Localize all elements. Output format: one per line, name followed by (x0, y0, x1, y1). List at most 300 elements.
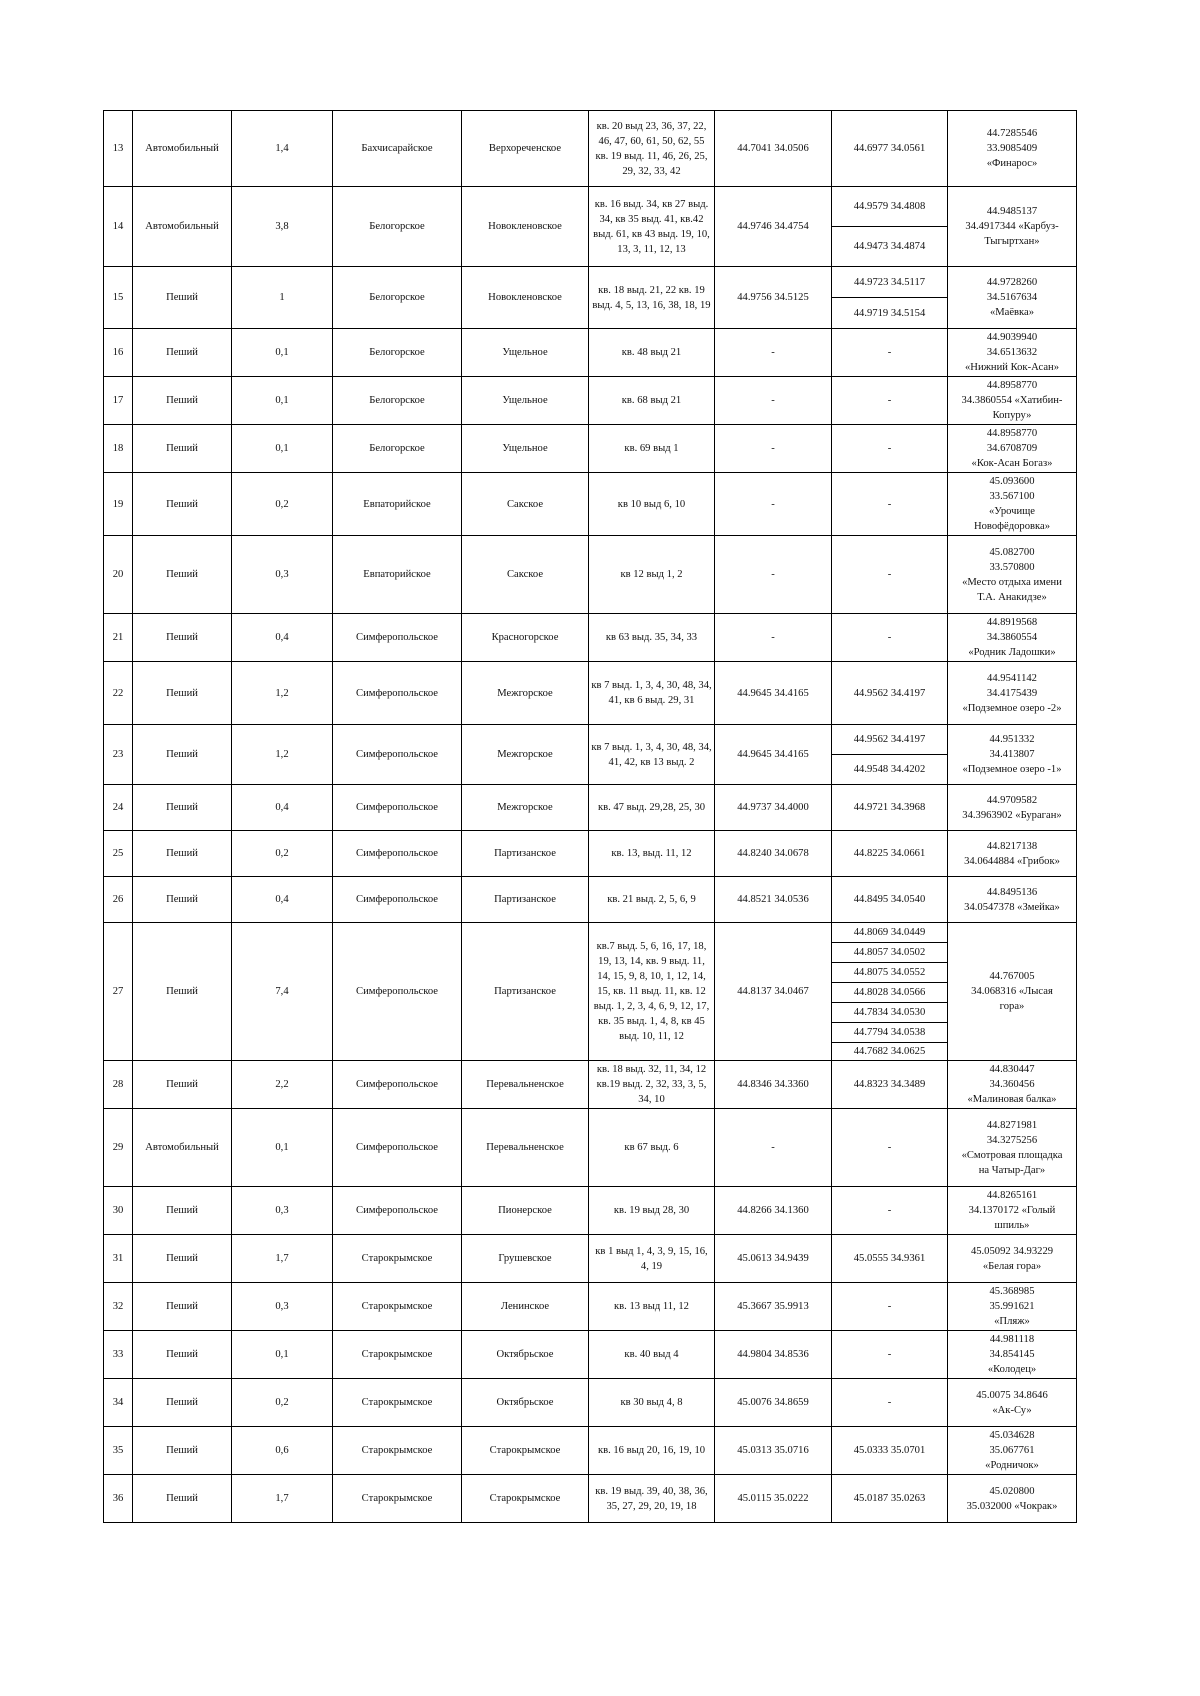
table-row (104, 111, 1077, 187)
point-of-interest-line: 34.360456 (989, 1079, 1035, 1090)
cell-route-type: Пеший (133, 831, 232, 877)
point-of-interest-line: 44.767005 (989, 971, 1035, 982)
cell-route-type: Пеший (133, 1379, 232, 1427)
cell-district-forestry: Октябрьское (462, 1331, 589, 1379)
cell-district-forestry: Грушевское (462, 1235, 589, 1283)
cell-end-coordinates: 44.8075 34.0552 (832, 963, 948, 983)
cell-end-coordinates: 44.9579 34.4808 (832, 187, 948, 227)
cell-start-coordinates: 45.0313 35.0716 (715, 1427, 832, 1475)
table-row (104, 614, 1077, 662)
cell-end-coordinates: 44.8495 34.0540 (832, 877, 948, 923)
cell-end-coordinates: 44.9723 34.5117 (832, 267, 948, 298)
point-of-interest-line: 44.8958770 (986, 380, 1038, 391)
cell-district-forestry: Перевальненское (462, 1061, 589, 1109)
cell-quarters: кв 10 выд 6, 10 (589, 473, 715, 536)
cell-length-km: 2,2 (232, 1061, 333, 1109)
cell-end-coordinates: - (832, 473, 948, 536)
cell-route-type: Пеший (133, 785, 232, 831)
point-of-interest-line: на Чатыр-Даг» (978, 1164, 1046, 1176)
cell-forestry: Старокрымское (333, 1379, 462, 1427)
table-row (104, 877, 1077, 923)
cell-forestry: Белогорское (333, 267, 462, 329)
point-of-interest-line: 34.3860554 (986, 632, 1038, 643)
cell-district-forestry: Партизанское (462, 923, 589, 1061)
cell-district-forestry: Партизанское (462, 831, 589, 877)
table-row (104, 725, 1077, 755)
cell-point-of-interest (948, 377, 1077, 425)
point-of-interest-line: 33.570800 (989, 561, 1035, 573)
cell-end-coordinates: 44.7794 34.0538 (832, 1023, 948, 1043)
cell-start-coordinates: - (715, 473, 832, 536)
cell-row-number: 27 (104, 923, 133, 1061)
cell-point-of-interest (948, 473, 1077, 536)
cell-row-number: 21 (104, 614, 133, 662)
cell-forestry: Старокрымское (333, 1427, 462, 1475)
table-row (104, 662, 1077, 725)
cell-point-of-interest (948, 614, 1077, 662)
cell-forestry: Симферопольское (333, 831, 462, 877)
point-of-interest-line: 35.032000 «Чокрак» (966, 1500, 1058, 1512)
cell-start-coordinates: 44.8240 34.0678 (715, 831, 832, 877)
point-of-interest-line: 45.0075 34.8646 (976, 1389, 1048, 1401)
point-of-interest-line: «Малиновая балка» (967, 1094, 1057, 1105)
cell-quarters: кв. 13, выд. 11, 12 (589, 831, 715, 877)
point-of-interest-line: 34.0644884 «Грибок» (964, 855, 1060, 867)
cell-route-type: Пеший (133, 1235, 232, 1283)
table-row (104, 425, 1077, 473)
cell-length-km: 1,2 (232, 662, 333, 725)
cell-quarters: кв 7 выд. 1, 3, 4, 30, 48, 34, 41, 42, кв 13 выд. 2 (589, 725, 715, 785)
point-of-interest-line: «Финарос» (986, 158, 1038, 169)
point-of-interest-line: 34.3860554 «Хатибин- (961, 395, 1063, 406)
cell-forestry: Старокрымское (333, 1331, 462, 1379)
cell-point-of-interest (948, 425, 1077, 473)
cell-forestry: Евпаторийское (333, 473, 462, 536)
cell-route-type: Пеший (133, 425, 232, 473)
cell-row-number: 20 (104, 536, 133, 614)
cell-length-km: 3,8 (232, 187, 333, 267)
cell-quarters: кв 7 выд. 1, 3, 4, 30, 48, 34, 41, кв 6 выд. 29, 31 (589, 662, 715, 725)
cell-end-coordinates: 44.8323 34.3489 (832, 1061, 948, 1109)
point-of-interest-line: 34.5167634 (986, 292, 1038, 303)
cell-start-coordinates: - (715, 536, 832, 614)
cell-length-km: 0,1 (232, 425, 333, 473)
point-of-interest-line: 44.8265161 (986, 1190, 1038, 1201)
cell-quarters: кв. 19 выд 28, 30 (589, 1187, 715, 1235)
cell-point-of-interest (948, 1235, 1077, 1283)
cell-start-coordinates: 44.8346 34.3360 (715, 1061, 832, 1109)
point-of-interest-line: «Место отдыха имени (962, 576, 1062, 588)
cell-route-type: Пеший (133, 725, 232, 785)
table-body (104, 111, 1077, 1523)
cell-point-of-interest (948, 267, 1077, 329)
point-of-interest-line: 34.1370172 «Голый (968, 1205, 1056, 1216)
cell-quarters: кв. 16 выд. 34, кв 27 выд. 34, кв 35 выд. 41, кв.42 выд. 61, кв 43 выд. 19, 10, 13, 3, 11, 12, 13 (589, 187, 715, 267)
cell-district-forestry: Красногорское (462, 614, 589, 662)
cell-forestry: Симферопольское (333, 923, 462, 1061)
cell-start-coordinates: 44.8521 34.0536 (715, 877, 832, 923)
cell-point-of-interest (948, 1061, 1077, 1109)
cell-point-of-interest (948, 111, 1077, 187)
cell-start-coordinates: 45.0613 34.9439 (715, 1235, 832, 1283)
cell-length-km: 7,4 (232, 923, 333, 1061)
point-of-interest-line: 44.9709582 (986, 794, 1038, 806)
point-of-interest-line: «Подземное озеро -2» (962, 702, 1062, 714)
point-of-interest-line: 44.9541142 (987, 672, 1037, 684)
point-of-interest-line: 33.567100 (989, 491, 1035, 502)
cell-point-of-interest (948, 877, 1077, 923)
cell-end-coordinates: - (832, 1109, 948, 1187)
cell-point-of-interest (948, 725, 1077, 785)
cell-point-of-interest (948, 1109, 1077, 1187)
cell-end-coordinates: - (832, 1283, 948, 1331)
table-row (104, 377, 1077, 425)
cell-district-forestry: Старокрымское (462, 1475, 589, 1523)
cell-start-coordinates: 45.3667 35.9913 (715, 1283, 832, 1331)
point-of-interest-line: 44.8495136 (986, 886, 1038, 898)
cell-route-type: Пеший (133, 923, 232, 1061)
table-row (104, 267, 1077, 298)
cell-row-number: 25 (104, 831, 133, 877)
point-of-interest-line: 44.9728260 (986, 277, 1038, 288)
cell-start-coordinates: - (715, 1109, 832, 1187)
point-of-interest-line: 45.05092 34.93229 (970, 1245, 1054, 1257)
point-of-interest-line: 34.068316 «Лысая (971, 986, 1053, 997)
cell-length-km: 0,1 (232, 329, 333, 377)
cell-start-coordinates: 44.9737 34.4000 (715, 785, 832, 831)
cell-length-km: 0,2 (232, 1379, 333, 1427)
cell-length-km: 0,6 (232, 1427, 333, 1475)
cell-length-km: 1,7 (232, 1475, 333, 1523)
table-row (104, 329, 1077, 377)
cell-end-coordinates: 44.9548 34.4202 (832, 755, 948, 785)
point-of-interest-line: «Кок-Асан Богаз» (971, 458, 1053, 469)
cell-point-of-interest (948, 662, 1077, 725)
point-of-interest-line: 44.951332 (989, 734, 1035, 745)
point-of-interest-line: 35.991621 (989, 1301, 1035, 1312)
cell-length-km: 0,1 (232, 1331, 333, 1379)
point-of-interest-line: 45.082700 (989, 546, 1035, 558)
point-of-interest-line: 44.8958770 (986, 428, 1038, 439)
cell-quarters: кв. 18 выд. 32, 11, 34, 12 кв.19 выд. 2, 32, 33, 3, 5, 34, 10 (589, 1061, 715, 1109)
cell-length-km: 1,4 (232, 111, 333, 187)
cell-district-forestry: Межгорское (462, 662, 589, 725)
cell-length-km: 0,3 (232, 536, 333, 614)
cell-quarters: кв. 47 выд. 29,28, 25, 30 (589, 785, 715, 831)
cell-length-km: 1,2 (232, 725, 333, 785)
cell-quarters: кв. 69 выд 1 (589, 425, 715, 473)
cell-quarters: кв. 68 выд 21 (589, 377, 715, 425)
cell-start-coordinates: 44.8137 34.0467 (715, 923, 832, 1061)
point-of-interest-line: Новофёдоровка» (973, 521, 1050, 532)
cell-length-km: 0,3 (232, 1187, 333, 1235)
cell-point-of-interest (948, 1331, 1077, 1379)
cell-row-number: 33 (104, 1331, 133, 1379)
cell-district-forestry: Ленинское (462, 1283, 589, 1331)
cell-forestry: Белогорское (333, 425, 462, 473)
point-of-interest-line: «Пляж» (994, 1316, 1030, 1327)
cell-length-km: 0,2 (232, 473, 333, 536)
point-of-interest-line: 33.9085409 (986, 143, 1038, 154)
cell-point-of-interest (948, 785, 1077, 831)
cell-route-type: Пеший (133, 1331, 232, 1379)
cell-length-km: 0,4 (232, 785, 333, 831)
recreation-routes-table (103, 110, 1077, 1523)
point-of-interest-line: Копуру» (992, 410, 1032, 421)
cell-end-coordinates: 44.8225 34.0661 (832, 831, 948, 877)
cell-row-number: 17 (104, 377, 133, 425)
point-of-interest-line: Т.А. Анакидзе» (977, 591, 1047, 603)
point-of-interest-line: «Родник Ладошки» (968, 647, 1056, 658)
cell-end-coordinates: 44.9721 34.3968 (832, 785, 948, 831)
cell-row-number: 29 (104, 1109, 133, 1187)
cell-point-of-interest (948, 536, 1077, 614)
table-row (104, 536, 1077, 614)
point-of-interest-line: 34.4175439 (986, 687, 1038, 699)
cell-route-type: Пеший (133, 1187, 232, 1235)
point-of-interest-line: 34.413807 (989, 749, 1035, 760)
cell-point-of-interest (948, 187, 1077, 267)
table-row (104, 785, 1077, 831)
cell-end-coordinates: 44.8069 34.0449 (832, 923, 948, 943)
cell-end-coordinates: - (832, 536, 948, 614)
point-of-interest-line: 34.3275256 (986, 1134, 1038, 1146)
cell-point-of-interest (948, 831, 1077, 877)
table-row (104, 1109, 1077, 1187)
point-of-interest-line: 44.830447 (989, 1064, 1035, 1075)
cell-quarters: кв. 21 выд. 2, 5, 6, 9 (589, 877, 715, 923)
cell-route-type: Пеший (133, 877, 232, 923)
point-of-interest-line: 34.4917344 «Карбуз- (965, 221, 1059, 232)
cell-forestry: Симферопольское (333, 1187, 462, 1235)
cell-district-forestry: Ущельное (462, 425, 589, 473)
cell-start-coordinates: 44.8266 34.1360 (715, 1187, 832, 1235)
cell-row-number: 14 (104, 187, 133, 267)
cell-end-coordinates: - (832, 614, 948, 662)
cell-route-type: Пеший (133, 662, 232, 725)
cell-forestry: Белогорское (333, 329, 462, 377)
cell-forestry: Старокрымское (333, 1475, 462, 1523)
cell-start-coordinates: 44.9746 34.4754 (715, 187, 832, 267)
table-row (104, 923, 1077, 943)
document-table-container (103, 110, 1076, 1523)
table-row (104, 1061, 1077, 1109)
cell-row-number: 24 (104, 785, 133, 831)
cell-quarters: кв.7 выд. 5, 6, 16, 17, 18, 19, 13, 14, кв. 9 выд. 11, 14, 15, 9, 8, 10, 1, 12, 14, 15, кв. 11 выд. 11, кв. 12 выд. 1, 2, 3, 4, 6, 9, 12, 17, кв. 35 выд. 1, 4, 8, кв 45 выд. 10, 11, 12 (589, 923, 715, 1061)
point-of-interest-line: 44.981118 (989, 1334, 1035, 1345)
cell-end-coordinates: 45.0187 35.0263 (832, 1475, 948, 1523)
point-of-interest-line: «Нижний Кок-Асан» (965, 362, 1059, 373)
cell-district-forestry: Верхореченское (462, 111, 589, 187)
cell-quarters: кв 30 выд 4, 8 (589, 1379, 715, 1427)
cell-start-coordinates: - (715, 614, 832, 662)
cell-district-forestry: Сакское (462, 536, 589, 614)
point-of-interest-line: 34.6513632 (986, 347, 1038, 358)
cell-point-of-interest (948, 1427, 1077, 1475)
point-of-interest-line: 44.9039940 (986, 332, 1038, 343)
cell-quarters: кв 67 выд. 6 (589, 1109, 715, 1187)
cell-route-type: Автомобильный (133, 1109, 232, 1187)
cell-route-type: Пеший (133, 1061, 232, 1109)
cell-forestry: Симферопольское (333, 614, 462, 662)
cell-length-km: 0,3 (232, 1283, 333, 1331)
cell-end-coordinates: 44.8057 34.0502 (832, 943, 948, 963)
cell-forestry: Симферопольское (333, 877, 462, 923)
cell-point-of-interest (948, 1283, 1077, 1331)
cell-start-coordinates: 45.0115 35.0222 (715, 1475, 832, 1523)
cell-point-of-interest (948, 1187, 1077, 1235)
cell-end-coordinates: 44.9719 34.5154 (832, 298, 948, 329)
point-of-interest-line: «Подземное озеро -1» (962, 764, 1062, 775)
cell-quarters: кв. 40 выд 4 (589, 1331, 715, 1379)
cell-end-coordinates: - (832, 425, 948, 473)
cell-route-type: Пеший (133, 536, 232, 614)
cell-route-type: Пеший (133, 1475, 232, 1523)
cell-start-coordinates: 45.0076 34.8659 (715, 1379, 832, 1427)
cell-row-number: 26 (104, 877, 133, 923)
point-of-interest-line: шпиль» (994, 1220, 1030, 1231)
cell-row-number: 32 (104, 1283, 133, 1331)
cell-district-forestry: Межгорское (462, 785, 589, 831)
point-of-interest-line: 44.7285546 (986, 128, 1038, 139)
point-of-interest-line: 34.3963902 «Бураган» (962, 809, 1062, 821)
cell-row-number: 22 (104, 662, 133, 725)
cell-row-number: 23 (104, 725, 133, 785)
cell-district-forestry: Ущельное (462, 329, 589, 377)
point-of-interest-line: 44.8217138 (986, 840, 1038, 852)
cell-row-number: 28 (104, 1061, 133, 1109)
cell-end-coordinates: - (832, 377, 948, 425)
cell-forestry: Белогорское (333, 187, 462, 267)
table-row (104, 1235, 1077, 1283)
cell-district-forestry: Межгорское (462, 725, 589, 785)
point-of-interest-line: «Ак-Су» (992, 1404, 1032, 1416)
cell-end-coordinates: 44.9562 34.4197 (832, 662, 948, 725)
cell-route-type: Пеший (133, 473, 232, 536)
cell-route-type: Пеший (133, 377, 232, 425)
cell-end-coordinates: 45.0555 34.9361 (832, 1235, 948, 1283)
cell-forestry: Старокрымское (333, 1283, 462, 1331)
cell-district-forestry: Сакское (462, 473, 589, 536)
point-of-interest-line: «Маёвка» (989, 307, 1035, 318)
cell-end-coordinates: - (832, 1379, 948, 1427)
cell-district-forestry: Пионерское (462, 1187, 589, 1235)
cell-row-number: 16 (104, 329, 133, 377)
point-of-interest-line: 45.034628 (989, 1430, 1035, 1441)
table-row (104, 1475, 1077, 1523)
cell-end-coordinates: 44.7834 34.0530 (832, 1003, 948, 1023)
cell-point-of-interest (948, 1475, 1077, 1523)
point-of-interest-line: «Урочище (988, 506, 1036, 517)
cell-forestry: Евпаторийское (333, 536, 462, 614)
cell-forestry: Симферопольское (333, 1061, 462, 1109)
cell-start-coordinates: - (715, 329, 832, 377)
cell-point-of-interest (948, 923, 1077, 1061)
cell-start-coordinates: 44.9645 34.4165 (715, 662, 832, 725)
cell-route-type: Пеший (133, 614, 232, 662)
point-of-interest-line: 34.6708709 (986, 443, 1038, 454)
point-of-interest-line: 45.368985 (989, 1286, 1035, 1297)
table-row (104, 831, 1077, 877)
cell-quarters: кв 1 выд 1, 4, 3, 9, 15, 16, 4, 19 (589, 1235, 715, 1283)
cell-start-coordinates: 44.7041 34.0506 (715, 111, 832, 187)
cell-forestry: Симферопольское (333, 662, 462, 725)
cell-row-number: 36 (104, 1475, 133, 1523)
point-of-interest-line: 44.8271981 (986, 1119, 1038, 1131)
cell-start-coordinates: 44.9804 34.8536 (715, 1331, 832, 1379)
point-of-interest-line: 35.067761 (989, 1445, 1035, 1456)
cell-end-coordinates: 44.7682 34.0625 (832, 1043, 948, 1061)
cell-district-forestry: Новокленовское (462, 187, 589, 267)
cell-quarters: кв 12 выд 1, 2 (589, 536, 715, 614)
cell-end-coordinates: - (832, 1331, 948, 1379)
cell-length-km: 0,4 (232, 614, 333, 662)
point-of-interest-line: 44.8919568 (986, 617, 1038, 628)
cell-end-coordinates: - (832, 1187, 948, 1235)
cell-district-forestry: Старокрымское (462, 1427, 589, 1475)
cell-start-coordinates: 44.9756 34.5125 (715, 267, 832, 329)
cell-district-forestry: Партизанское (462, 877, 589, 923)
cell-quarters: кв. 16 выд 20, 16, 19, 10 (589, 1427, 715, 1475)
cell-start-coordinates: 44.9645 34.4165 (715, 725, 832, 785)
cell-point-of-interest (948, 1379, 1077, 1427)
cell-length-km: 1,7 (232, 1235, 333, 1283)
cell-row-number: 31 (104, 1235, 133, 1283)
cell-route-type: Пеший (133, 329, 232, 377)
cell-end-coordinates: 45.0333 35.0701 (832, 1427, 948, 1475)
table-row (104, 1427, 1077, 1475)
table-row (104, 473, 1077, 536)
cell-end-coordinates: 44.6977 34.0561 (832, 111, 948, 187)
cell-end-coordinates: - (832, 329, 948, 377)
cell-row-number: 30 (104, 1187, 133, 1235)
cell-length-km: 1 (232, 267, 333, 329)
cell-row-number: 18 (104, 425, 133, 473)
cell-length-km: 0,2 (232, 831, 333, 877)
cell-row-number: 15 (104, 267, 133, 329)
cell-quarters: кв 63 выд. 35, 34, 33 (589, 614, 715, 662)
point-of-interest-line: Тыгыртхан» (984, 236, 1040, 247)
cell-forestry: Симферопольское (333, 725, 462, 785)
cell-row-number: 34 (104, 1379, 133, 1427)
cell-quarters: кв. 20 выд 23, 36, 37, 22, 46, 47, 60, 61, 50, 62, 55 кв. 19 выд. 11, 46, 26, 25, 29, 32, 33, 42 (589, 111, 715, 187)
cell-quarters: кв. 19 выд. 39, 40, 38, 36, 35, 27, 29, 20, 19, 18 (589, 1475, 715, 1523)
point-of-interest-line: 45.093600 (989, 476, 1035, 487)
cell-row-number: 19 (104, 473, 133, 536)
cell-forestry: Симферопольское (333, 1109, 462, 1187)
point-of-interest-line: «Смотровая площадка (961, 1149, 1063, 1161)
table-row (104, 1187, 1077, 1235)
point-of-interest-line: гора» (999, 1001, 1025, 1012)
cell-length-km: 0,1 (232, 377, 333, 425)
cell-forestry: Симферопольское (333, 785, 462, 831)
cell-district-forestry: Новокленовское (462, 267, 589, 329)
cell-district-forestry: Перевальненское (462, 1109, 589, 1187)
cell-start-coordinates: - (715, 377, 832, 425)
cell-end-coordinates: 44.9562 34.4197 (832, 725, 948, 755)
cell-quarters: кв. 48 выд 21 (589, 329, 715, 377)
point-of-interest-line: 44.9485137 (986, 206, 1038, 217)
table-row (104, 187, 1077, 227)
cell-quarters: кв. 13 выд 11, 12 (589, 1283, 715, 1331)
cell-route-type: Автомобильный (133, 111, 232, 187)
point-of-interest-line: 45.020800 (989, 1485, 1035, 1497)
cell-row-number: 35 (104, 1427, 133, 1475)
cell-end-coordinates: 44.9473 34.4874 (832, 227, 948, 267)
table-row (104, 1283, 1077, 1331)
point-of-interest-line: «Родничок» (985, 1460, 1039, 1471)
cell-point-of-interest (948, 329, 1077, 377)
